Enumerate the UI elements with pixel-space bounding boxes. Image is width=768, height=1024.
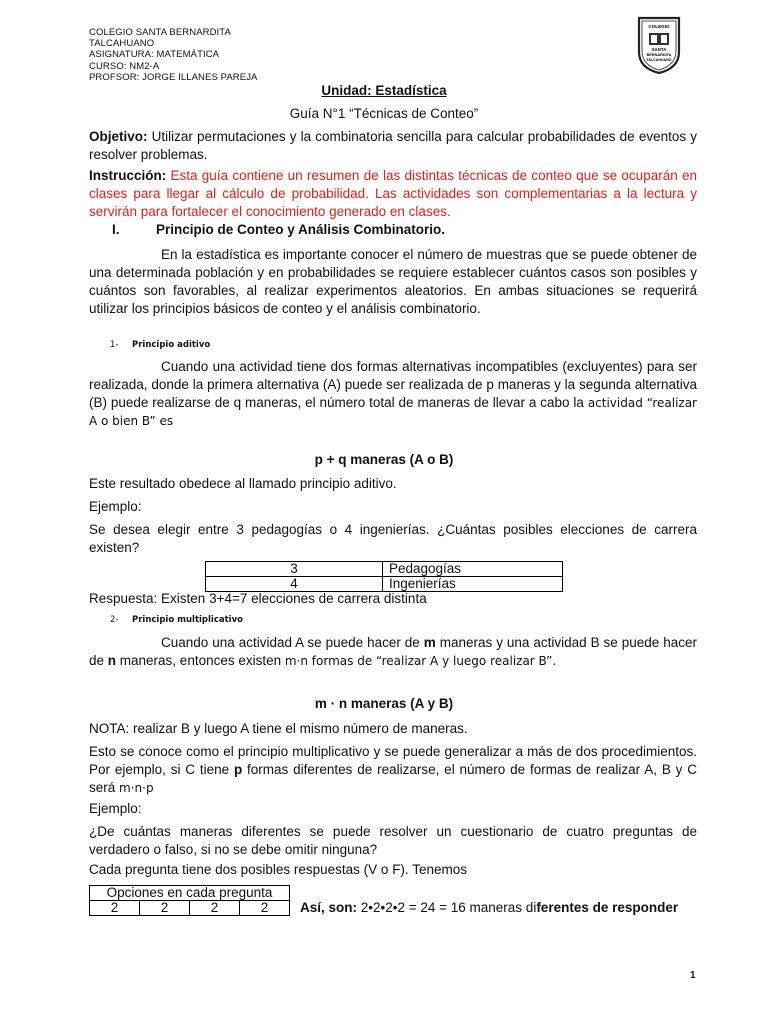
section-heading [112, 222, 445, 237]
table-row [206, 562, 563, 577]
table-row [90, 901, 290, 916]
table-cell: 2 [140, 901, 190, 916]
table-cell: 2 [190, 901, 240, 916]
additive-paragraph [89, 358, 697, 430]
variable-m: m [423, 635, 436, 650]
instruction-text: Esta guía contiene un resumen de las distintas técnicas de conteo que se ocuparán en clases para llegar al cálculo de probabilidad. Las actividades son complementarias a la lectura y servirán para fortalecer el conocimiento generado en clases. [89, 168, 697, 219]
multiplicative-heading [110, 615, 243, 625]
multiplicative-formula: m · n maneras (A y B) [314, 696, 454, 711]
multiplicative-text-c: maneras, entonces existen [116, 653, 285, 668]
objective-paragraph [89, 128, 697, 164]
multiplicative-title: Principio multiplicativo [132, 615, 243, 625]
multiplicative-general-b: formas diferentes de realizarse, el número de formas de realizar A, B y C será [89, 762, 697, 795]
multiplicative-text-b: maneras y una actividad B se puede hacer de [89, 635, 697, 668]
variable-n: n [107, 653, 117, 668]
table-cell: 4 [206, 577, 383, 592]
section-number: I. [112, 222, 120, 237]
answer-lead: Así, son: [300, 900, 361, 915]
multiplicative-text-a: Cuando una actividad A se puede hacer de [161, 635, 424, 650]
objective-label: Objetivo: [89, 129, 148, 144]
multiplicative-text-d: formas de “realizar A y luego realizar B”. [307, 654, 557, 668]
multiplicative-paragraph [89, 634, 697, 670]
additive-answer: Respuesta: Existen 3+4=7 elecciones de carrera distinta [89, 591, 427, 606]
additive-result: Este resultado obedece al llamado principio aditivo. [89, 476, 397, 491]
instruction-paragraph [89, 167, 697, 221]
table-row [90, 886, 290, 901]
multiplicative-example-label: Ejemplo: [89, 801, 142, 816]
table-cell: 2 [90, 901, 140, 916]
multiplicative-number: 2- [110, 615, 119, 625]
options-table [89, 885, 290, 916]
additive-example-label: Ejemplo: [89, 499, 142, 514]
multiplicative-general [89, 743, 697, 797]
multiplicative-example-setup: Cada pregunta tiene dos posibles respuestas (V o F). Tenemos [89, 862, 467, 877]
school-crest-logo [635, 16, 683, 74]
guide-title: Guía N°1 “Técnicas de Conteo” [289, 106, 479, 121]
additive-example-question: Se desea elegir entre 3 pedagogías o 4 ingenierías. ¿Cuántas posibles elecciones de carrera existen? [89, 522, 697, 555]
section-intro-paragraph: En la estadística es importante conocer el número de muestras que se puede obtener de una determinada población y en probabilidades se requiere establecer cuántos casos son posibles y cuántos son favorables, al realizar experimentos aleatorios. En ambas situaciones se requerirá utilizar los principios básicos de conteo y el análisis combinatorio. [89, 247, 697, 316]
product-mnp: m·n·p [119, 781, 154, 795]
careers-table [205, 561, 563, 592]
table-cell: Pedagogías [383, 562, 563, 577]
header-line-city: TALCAHUANO [89, 38, 155, 50]
additive-text: Cuando una actividad tiene dos formas alternativas incompatibles (excluyentes) para ser realizada, donde la primera alternativa (A) puede ser realizada de p maneras y la segunda alternativa (B) puede realizarse de q maneras, el número total de maneras de llevar a cabo la [89, 359, 697, 410]
header-line-school: COLEGIO SANTA BERNARDITA [89, 27, 231, 38]
additive-number: 1- [110, 340, 119, 350]
additive-title: Principio aditivo [132, 340, 211, 350]
additive-formula: p + q maneras (A o B) [314, 452, 454, 467]
instruction-label: Instrucción: [89, 168, 167, 183]
section-title: Principio de Conteo y Análisis Combinatorio. [156, 222, 446, 237]
objective-text: Utilizar permutaciones y la combinatoria sencilla para calcular probabilidades de eventos y resolver problemas. [89, 129, 697, 162]
logo-text-colegio: COLEGIO [648, 24, 670, 29]
table-cell: 2 [240, 901, 290, 916]
multiplicative-general-a: Esto se conoce como el principio multiplicativo y se puede generalizar a más de dos procedimientos. Por ejemplo, si C tiene [89, 744, 697, 777]
page-number: 1 [690, 970, 696, 981]
additive-heading [110, 340, 210, 350]
school-header [89, 27, 258, 83]
unit-title: Unidad: Estadística [321, 83, 447, 98]
header-line-teacher: PROFSOR: JORGE ILLANES PAREJA [89, 71, 258, 83]
header-line-subject: ASIGNATURA: MATEMÁTICA [89, 49, 220, 61]
product-mn: m·n [284, 654, 308, 668]
multiplicative-answer [300, 900, 678, 915]
table-cell: 3 [206, 562, 383, 577]
logo-text-bernardita: BERNARDITA [646, 53, 672, 57]
logo-text-santa: SANTA [651, 47, 667, 52]
variable-p: p [233, 762, 243, 777]
logo-text-talcahuano: TALCAHUANO [646, 58, 672, 62]
answer-computation: 2•2•2•2 = 24 = 16 maneras di [360, 900, 537, 915]
multiplicative-note: NOTA: realizar B y luego A tiene el mismo número de maneras. [89, 721, 468, 736]
additive-text-tail: actividad “realizar A o bien B” es [89, 396, 697, 428]
table-cell: Ingenierías [383, 577, 563, 592]
multiplicative-example-question: ¿De cuántas maneras diferentes se puede resolver un cuestionario de cuatro preguntas de verdadero o falso, si no se debe omitir ninguna? [89, 824, 697, 857]
table-header-cell: Opciones en cada pregunta [90, 886, 290, 901]
answer-tail: ferentes de responder [536, 900, 679, 915]
header-line-course: CURSO: NM2-A [89, 60, 160, 72]
